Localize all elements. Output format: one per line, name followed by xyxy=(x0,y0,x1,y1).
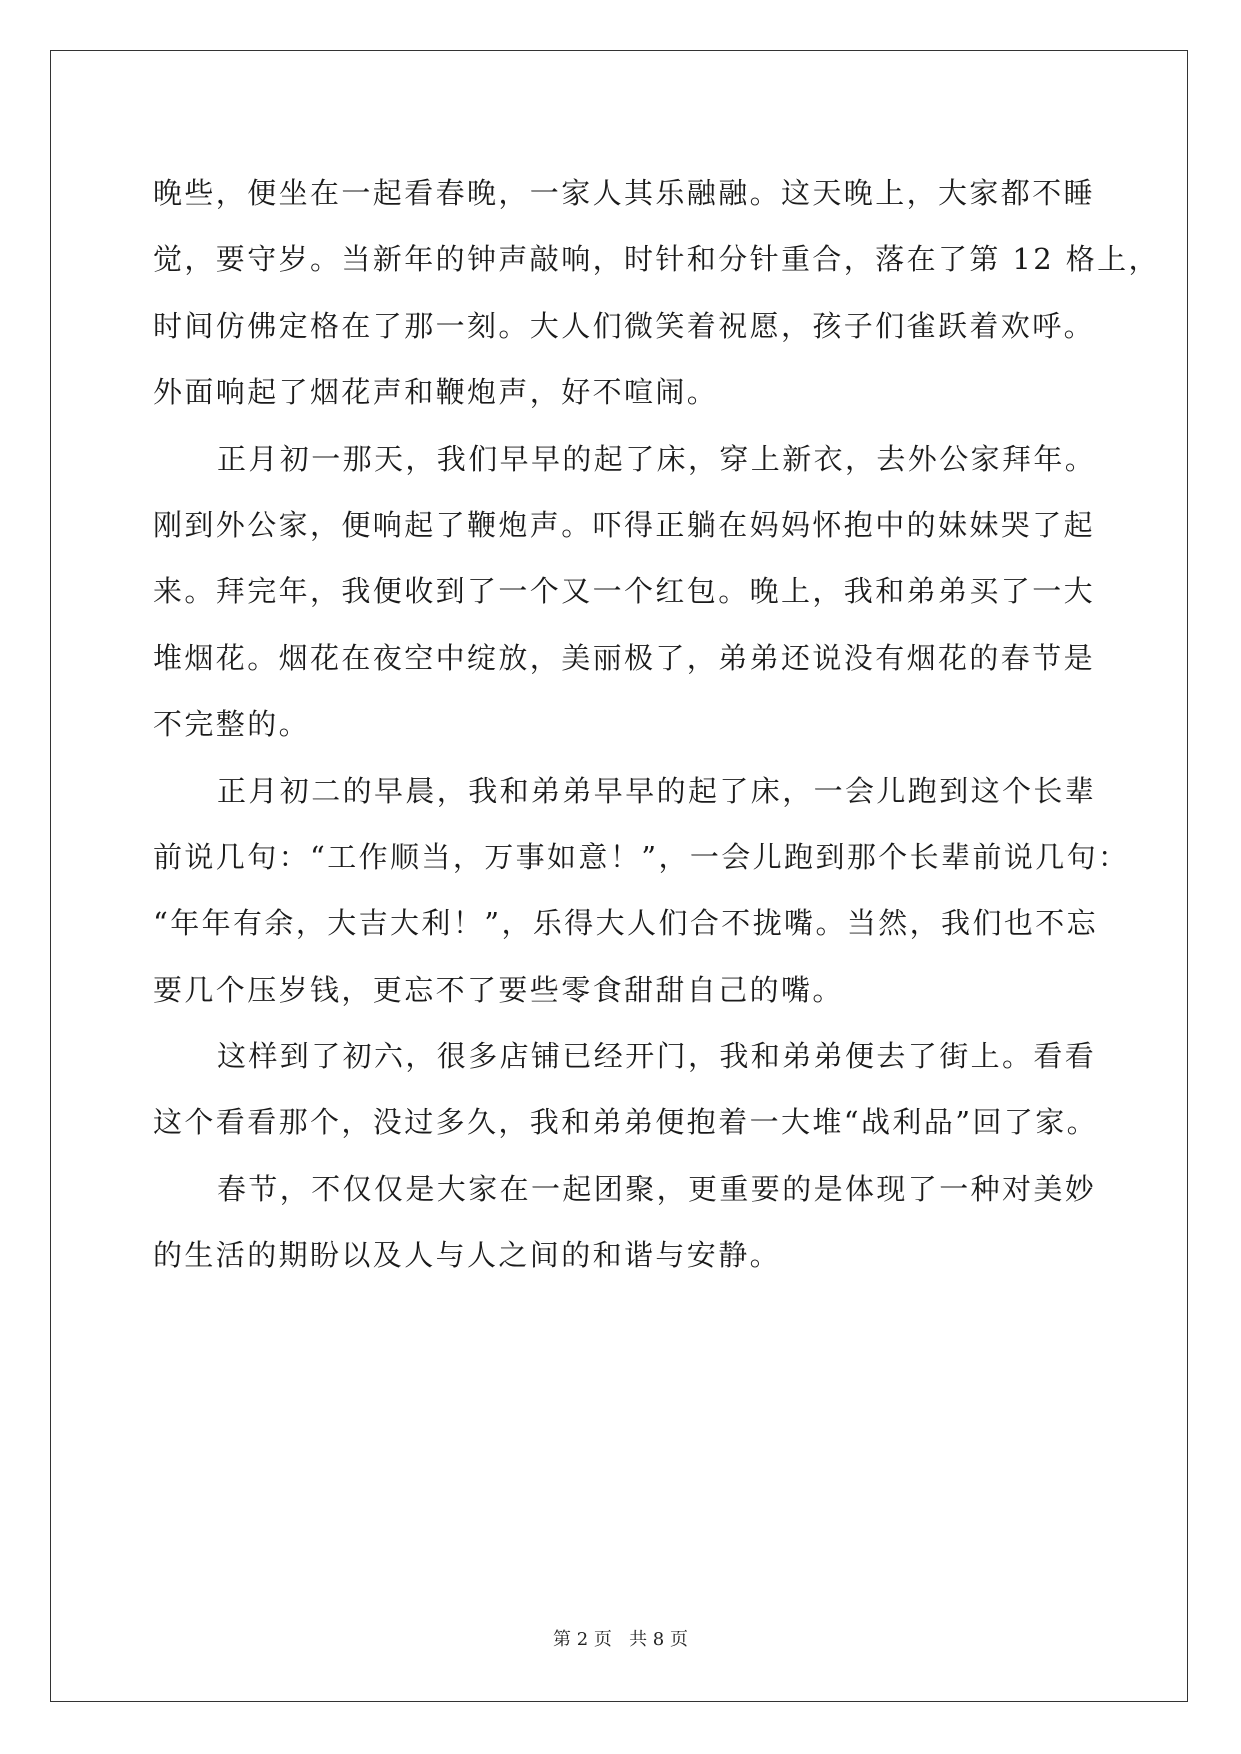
text-line: 前说几句：“工作顺当，万事如意！”，一会儿跑到那个长辈前说几句： xyxy=(153,839,1130,874)
text-line: 的生活的期盼以及人与人之间的和谐与安静。 xyxy=(153,1238,782,1273)
text-line: 要几个压岁钱，更忘不了要些零食甜甜自己的嘴。 xyxy=(153,972,844,1007)
text-line: 正月初一那天，我们早早的起了床，穿上新衣，去外公家拜年。 xyxy=(217,441,1097,476)
text-line: 时间仿佛定格在了那一刻。大人们微笑着祝愿，孩子们雀跃着欢呼。 xyxy=(153,308,1096,343)
text-line: 春节，不仅仅是大家在一起团聚，更重要的是体现了一种对美妙 xyxy=(217,1171,1097,1206)
text-line: 刚到外公家，便响起了鞭炮声。吓得正躺在妈妈怀抱中的妹妹哭了起 xyxy=(153,507,1096,542)
footer-separator xyxy=(612,1629,629,1650)
text-line: 这个看看那个，没过多久，我和弟弟便抱着一大堆“战利品”回了家。 xyxy=(153,1105,1099,1140)
text-line: 觉，要守岁。当新年的钟声敲响，时针和分针重合，落在了第 12 格上， xyxy=(153,242,1160,277)
document-body xyxy=(153,160,1160,1289)
text-line: “年年有余，大吉大利！”，乐得大人们合不拢嘴。当然，我们也不忘 xyxy=(153,906,1099,941)
text-line: 来。拜完年，我便收到了一个又一个红包。晚上，我和弟弟买了一大 xyxy=(153,574,1096,609)
text-line: 正月初二的早晨，我和弟弟早早的起了床，一会儿跑到这个长辈 xyxy=(217,773,1097,808)
page-footer xyxy=(0,1625,1241,1651)
text-line: 堆烟花。烟花在夜空中绽放，美丽极了，弟弟还说没有烟花的春节是 xyxy=(153,640,1096,675)
text-line: 外面响起了烟花声和鞭炮声，好不喧闹。 xyxy=(153,375,719,410)
text-line: 这样到了初六，很多店铺已经开门，我和弟弟便去了街上。看看 xyxy=(217,1039,1097,1074)
text-line: 晚些，便坐在一起看春晚，一家人其乐融融。这天晚上，大家都不睡 xyxy=(153,176,1096,210)
total-pages: 共 8 页 xyxy=(629,1629,688,1650)
text-line: 不完整的。 xyxy=(153,707,311,742)
current-page-number: 第 2 页 xyxy=(553,1629,612,1650)
